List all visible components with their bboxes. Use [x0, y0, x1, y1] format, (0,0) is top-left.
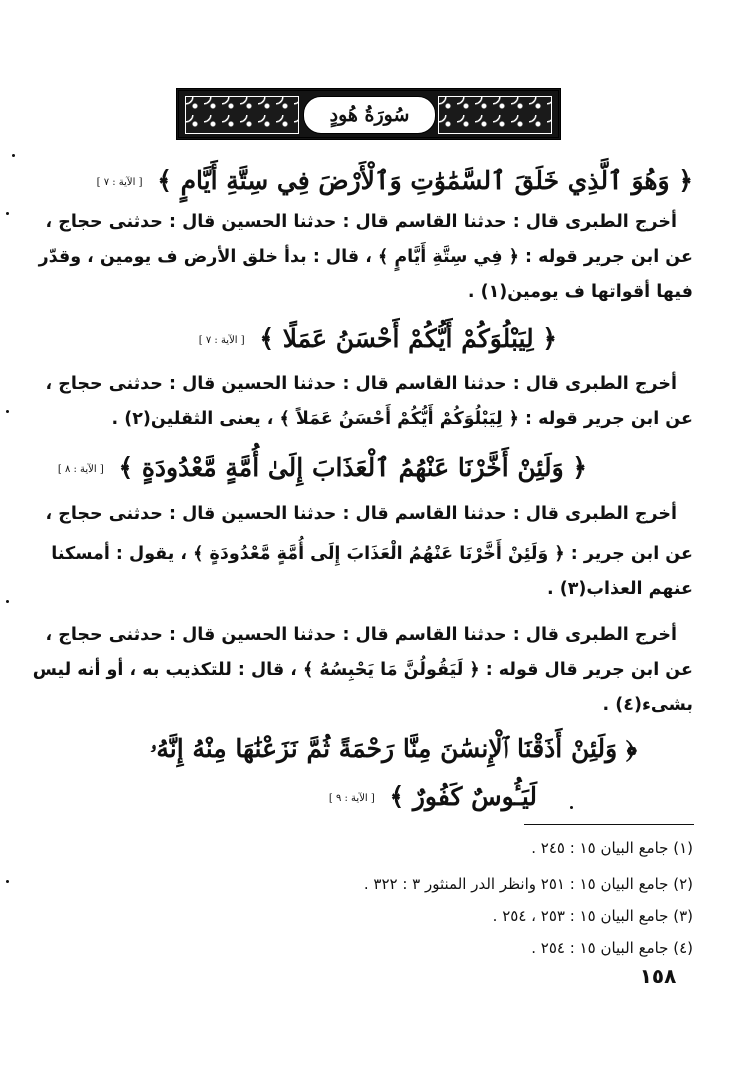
- ornament-right: [438, 96, 552, 134]
- verse-text: ﴿ لِيَبْلُوَكُمْ أَيُّكُمْ أَحْسَنُ عَمَلًا ﴾: [259, 324, 557, 353]
- footnote-3: (٣) جامع البيان ١٥ : ٢٥٣ ، ٢٥٤ .: [492, 907, 693, 925]
- verse-text: لَيَـُٔوسٌ كَفُورٌ ﴾: [389, 782, 537, 811]
- surah-header-frame: [176, 88, 561, 140]
- scan-speck: [12, 154, 15, 157]
- paragraph-4-line-3: بشىء(٤) .: [602, 695, 693, 715]
- paragraph-1-line-2: عن ابن جرير قوله : ﴿ فِي سِتَّةِ أَيَّامٍ ﴾ ، قال : بدأ خلق الأرض ف يومين ، وقدّر: [38, 247, 693, 267]
- ornament-left: [185, 96, 299, 134]
- verse-ref: [ الآية : ٧ ]: [96, 176, 143, 188]
- surah-title: سُورَةُ هُودٍ: [303, 96, 436, 134]
- verse-4-line-2: [197, 780, 537, 816]
- verse-1: [96, 164, 693, 200]
- paragraph-2-line-1: أخرج الطبرى قال : حدثنا القاسم قال : حدثنا الحسين قال : حدثنى حجاج ،: [45, 374, 677, 394]
- footnote-2: (٢) جامع البيان ١٥ : ٢٥١ وانظر الدر المنثور ٣ : ٣٢٢ .: [363, 875, 693, 893]
- paragraph-4-line-2: عن ابن جرير قال قوله : ﴿ لَيَقُولُنَّ مَا يَحْبِسُهُ ﴾ ، قال : للتكذيب به ، أو أنه ليس: [32, 660, 693, 680]
- verse-ref: [ الآية : ٨ ]: [57, 463, 104, 475]
- verse-text: ﴿ وَهُوَ ٱلَّذِي خَلَقَ ٱلسَّمَٰوَٰتِ وَٱلْأَرْضَ فِي سِتَّةِ أَيَّامٍ ﴾: [157, 166, 693, 195]
- paragraph-3-line-2: عن ابن جرير : ﴿ وَلَئِنْ أَخَّرْنَا عَنْهُمُ الْعَذَابَ إِلَى أُمَّةٍ مَّعْدُودَةٍ ﴾ ، يقول : أمسكنا: [51, 544, 693, 564]
- paragraph-1-line-3: فيها أقواتها ف يومين(١) .: [467, 282, 693, 302]
- verse-4-line-1: ﴿ وَلَئِنْ أَذَقْنَا ٱلْإِنسَٰنَ مِنَّا رَحْمَةً ثُمَّ نَزَعْنَٰهَا مِنْهُ إِنَّهُۥ: [150, 734, 637, 763]
- verse-2: [157, 322, 557, 358]
- paragraph-2-line-2: عن ابن جرير قوله : ﴿ لِيَبْلُوَكُمْ أَيُّكُمْ أَحْسَنُ عَمَلاً ﴾ ، يعنى الثقلين(٢) .: [111, 409, 693, 429]
- footnote-divider: [524, 824, 694, 825]
- page-number: ١٥٨: [639, 964, 677, 988]
- paragraph-1-line-1: أخرج الطبرى قال : حدثنا القاسم قال : حدثنا الحسين قال : حدثنى حجاج ،: [45, 212, 677, 232]
- footnote-4: (٤) جامع البيان ١٥ : ٢٥٤ .: [531, 939, 693, 957]
- verse-ref: [ الآية : ٩ ]: [328, 792, 375, 804]
- verse-text: ﴿ وَلَئِنْ أَخَّرْنَا عَنْهُمُ ٱلْعَذَابَ إِلَىٰ أُمَّةٍ مَّعْدُودَةٍ ﴾: [118, 453, 587, 482]
- scan-speck: [6, 212, 9, 215]
- verse-3: [57, 451, 587, 487]
- paragraph-3-line-1: أخرج الطبرى قال : حدثنا القاسم قال : حدثنا الحسين قال : حدثنى حجاج ،: [45, 504, 677, 524]
- verse-ref: [ الآية : ٧ ]: [198, 334, 245, 346]
- scan-speck: [6, 410, 9, 413]
- scan-speck: [570, 806, 573, 809]
- footnote-1: (١) جامع البيان ١٥ : ٢٤٥ .: [531, 839, 693, 857]
- scan-speck: [6, 880, 9, 883]
- paragraph-3-line-3: عنهم العذاب(٣) .: [546, 579, 693, 599]
- paragraph-4-line-1: أخرج الطبرى قال : حدثنا القاسم قال : حدثنا الحسين قال : حدثنى حجاج ،: [45, 625, 677, 645]
- scan-speck: [6, 600, 9, 603]
